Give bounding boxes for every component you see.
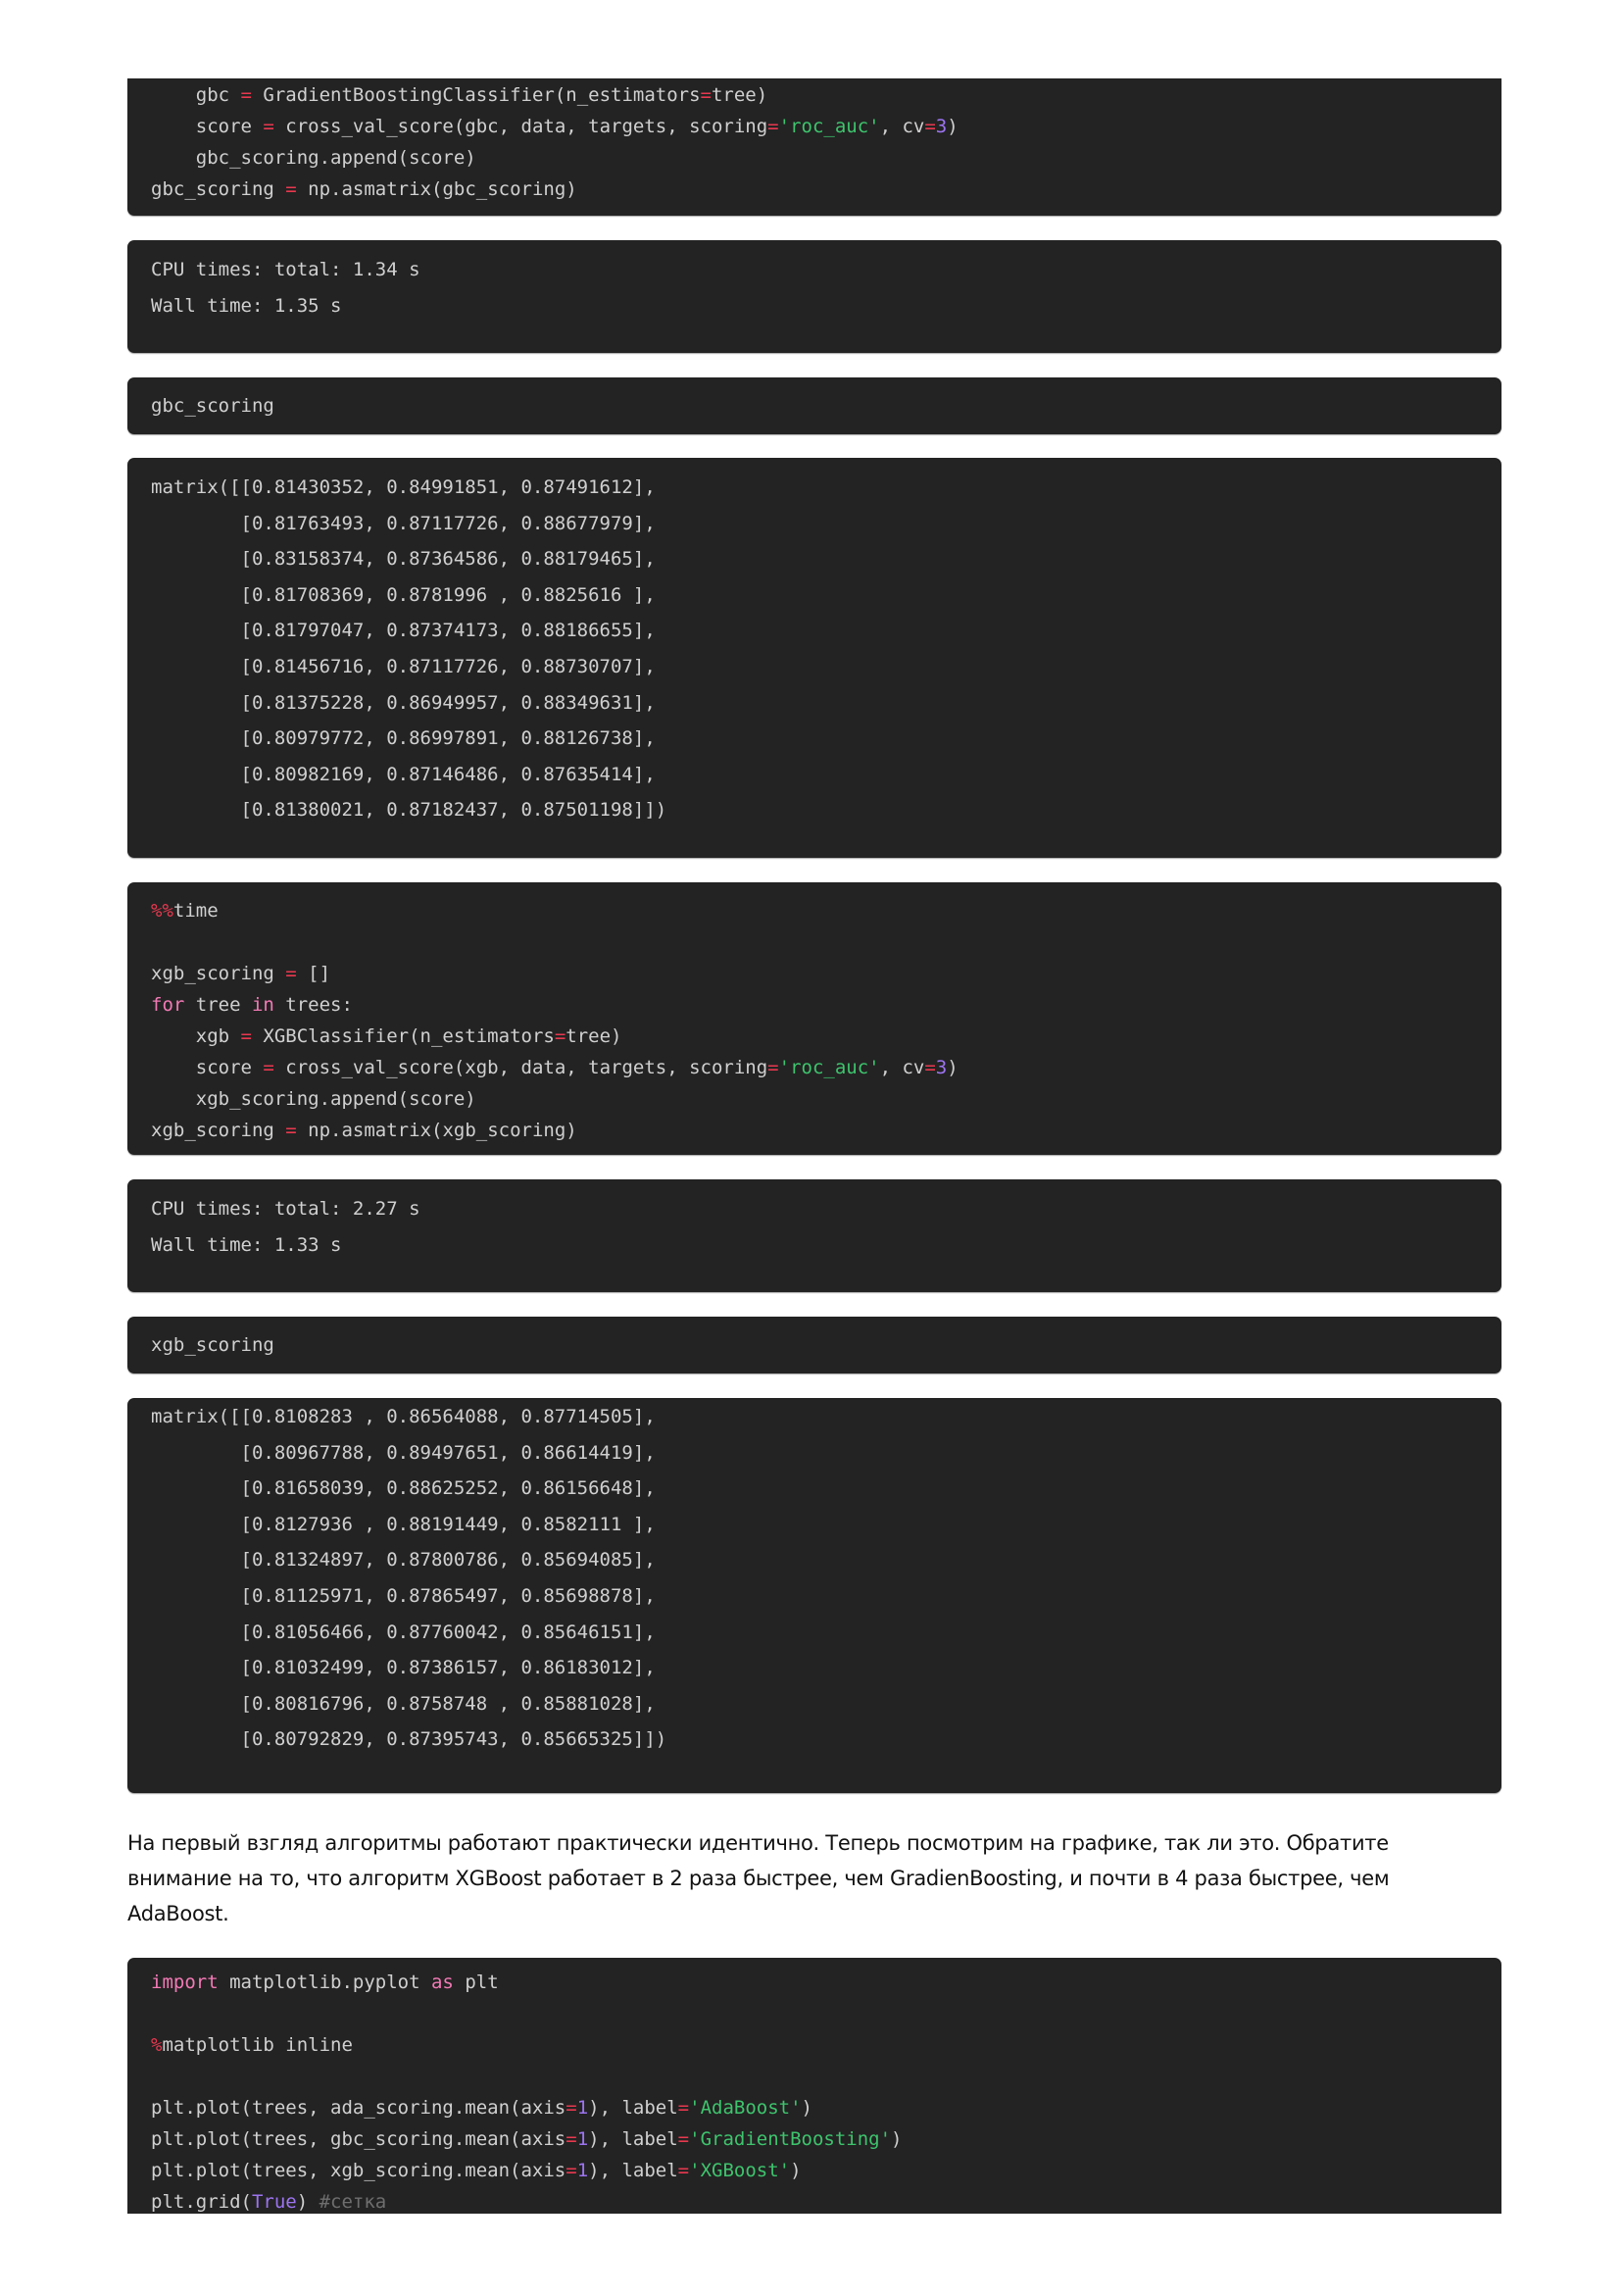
code-content [151,895,959,1146]
code-token: gbc_scoring [151,178,286,200]
code-content [151,1327,274,1364]
output-line: [0.81658039, 0.88625252, 0.86156648], [151,1477,656,1500]
output-line: [0.81125971, 0.87865497, 0.85698878], [151,1584,656,1607]
code-token: 3 [935,1057,948,1078]
output-line: [0.81456716, 0.87117726, 0.88730707], [151,655,656,677]
code-token: for [151,994,185,1016]
code-token: ), label [588,2160,678,2181]
code-token: np.asmatrix(gbc_scoring) [296,178,577,200]
code-content [151,79,959,205]
output-line: matrix([[0.81430352, 0.84991851, 0.87491612], [151,476,656,498]
code-token: 1 [576,2097,589,2119]
code-token: score [151,1057,264,1078]
code-token: cross_val_score(gbc, data, targets, scoring [273,116,768,137]
code-token: = [554,1025,566,1047]
xgb-time-output-cell [127,1179,1501,1292]
code-token: np.asmatrix(xgb_scoring) [296,1120,577,1141]
code-token: 'GradientBoosting' [689,2128,892,2150]
code-token: = [566,2097,577,2119]
code-token: = [767,116,779,137]
code-token: , cv [879,116,925,137]
output-line: CPU times: total: 2.27 s [151,1198,420,1220]
output-content [151,1191,420,1263]
code-token: = [285,963,297,984]
output-line: [0.80967788, 0.89497651, 0.86614419], [151,1441,656,1464]
code-token: True [251,2191,297,2213]
code-line [151,2029,902,2061]
code-line [151,989,959,1021]
code-token: 1 [576,2128,589,2150]
code-token: , cv [879,1057,925,1078]
output-line: matrix([[0.8108283 , 0.86564088, 0.87714505], [151,1406,656,1427]
code-token: = [677,2097,690,2119]
code-line [151,1021,959,1052]
code-token: trees: [273,994,353,1016]
output-content [151,1399,666,1758]
code-line [151,174,959,205]
code-token: 'roc_auc' [778,1057,880,1078]
output-line: [0.81375228, 0.86949957, 0.88349631], [151,691,656,714]
code-line [151,1052,959,1083]
paragraph-line: На первый взгляд алгоритмы работают практически идентично. Теперь посмотрим на графике, так ли это. Обратите [127,1831,1389,1855]
code-token: = [285,178,297,200]
code-token: = [240,84,252,106]
paragraph-line: внимание на то, что алгоритм XGBoost работает в 2 раза быстрее, чем GradienBoosting, и почти в 4 раза быстрее, чем [127,1867,1390,1890]
code-token: 'roc_auc' [778,116,880,137]
code-token: = [924,1057,936,1078]
code-token: GradientBoostingClassifier(n_estimators [251,84,701,106]
code-line [151,1967,902,1998]
code-line [151,895,959,926]
output-line: [0.81380021, 0.87182437, 0.87501198]]) [151,799,667,822]
output-line: [0.80982169, 0.87146486, 0.87635414], [151,763,656,785]
code-line [151,2061,902,2092]
code-token: xgb [151,1025,241,1047]
code-token: 3 [935,116,948,137]
xgb-scoring-cell [127,1317,1501,1373]
code-token: 'XGBoost' [689,2160,791,2181]
code-token: plt [453,1972,499,1993]
code-line [151,958,959,989]
code-token: matplotlib inline [162,2034,353,2056]
code-line [151,1998,902,2029]
output-line: [0.83158374, 0.87364586, 0.88179465], [151,548,656,571]
gbc-matrix-output-cell [127,458,1501,858]
code-token: tree) [566,1025,622,1047]
code-line [151,1115,959,1146]
code-token: = [566,2160,577,2181]
code-token: cross_val_score(xgb, data, targets, scoring [273,1057,768,1078]
code-token: time [172,900,219,922]
output-line: xgb_scoring [151,1334,274,1356]
code-token: = [767,1057,779,1078]
code-content [151,388,274,424]
code-token: XGBClassifier(n_estimators [251,1025,555,1047]
output-line: Wall time: 1.35 s [151,294,342,317]
commentary-paragraph [127,1825,1501,1931]
code-token: #сетка [319,2191,387,2213]
code-token: xgb_scoring [151,963,286,984]
paragraph-line: AdaBoost. [127,1902,229,1925]
output-line: [0.81763493, 0.87117726, 0.88677979], [151,512,656,534]
code-token: gbc [151,84,241,106]
code-token: = [677,2128,690,2150]
gbc-time-output-cell [127,240,1501,353]
output-line: [0.81797047, 0.87374173, 0.88186655], [151,620,656,642]
code-line [151,2123,902,2155]
code-token: xgb_scoring [151,1120,286,1141]
code-token: in [251,994,274,1016]
code-token: score [151,116,264,137]
code-token: ) [947,1057,959,1078]
output-line: [0.81324897, 0.87800786, 0.85694085], [151,1549,656,1572]
code-token: ) [891,2128,903,2150]
output-line: Wall time: 1.33 s [151,1233,342,1256]
xgb-matrix-output-cell [127,1398,1501,1793]
code-token: ) [296,2191,320,2213]
code-token: = [677,2160,690,2181]
code-token: ) [801,2097,812,2119]
code-token: ), label [588,2097,678,2119]
code-line [151,2186,902,2218]
code-line [151,2155,902,2186]
code-line [151,926,959,958]
code-token: matplotlib.pyplot [218,1972,431,1993]
code-line [151,1083,959,1115]
output-content [151,252,420,324]
gbc-code-cell [127,78,1501,216]
output-line: [0.8127936 , 0.88191449, 0.8582111 ], [151,1513,656,1535]
output-line: gbc_scoring [151,395,274,417]
code-token: 1 [576,2160,589,2181]
code-token: plt.plot(trees, xgb_scoring.mean(axis [151,2160,566,2181]
code-token: ), label [588,2128,678,2150]
output-content [151,470,666,828]
xgb-code-cell [127,882,1501,1155]
code-token: xgb_scoring.append(score) [151,1088,476,1110]
code-token: = [263,116,274,137]
code-line [151,79,959,111]
code-token: tree [184,994,252,1016]
code-token: = [700,84,712,106]
code-token: import [151,1972,219,1993]
code-token: %% [151,900,173,922]
output-line: [0.81708369, 0.8781996 , 0.8825616 ], [151,583,656,606]
code-line [151,2092,902,2123]
code-token: % [151,2034,163,2056]
output-line: CPU times: total: 1.34 s [151,259,420,280]
gbc-scoring-cell [127,377,1501,434]
output-line: [0.81032499, 0.87386157, 0.86183012], [151,1657,656,1679]
plot-code-cell [127,1958,1501,2214]
code-token: tree) [711,84,768,106]
code-token: = [240,1025,252,1047]
code-token: gbc_scoring.append(score) [151,147,476,169]
code-token: ) [947,116,959,137]
code-line [151,111,959,142]
code-token: = [263,1057,274,1078]
code-token: = [566,2128,577,2150]
code-line [151,142,959,174]
code-token: plt.grid( [151,2191,252,2213]
output-line: [0.80979772, 0.86997891, 0.88126738], [151,727,656,750]
code-token: plt.plot(trees, ada_scoring.mean(axis [151,2097,566,2119]
code-content [151,1967,902,2218]
code-token: = [285,1120,297,1141]
output-line: [0.81056466, 0.87760042, 0.85646151], [151,1621,656,1643]
code-token: plt.plot(trees, gbc_scoring.mean(axis [151,2128,566,2150]
output-line: [0.80792829, 0.87395743, 0.85665325]]) [151,1728,667,1751]
code-token: [] [296,963,331,984]
code-token: 'AdaBoost' [689,2097,802,2119]
output-line: [0.80816796, 0.8758748 , 0.85881028], [151,1692,656,1715]
code-token: ) [790,2160,802,2181]
code-token: = [924,116,936,137]
code-token: as [430,1972,454,1993]
